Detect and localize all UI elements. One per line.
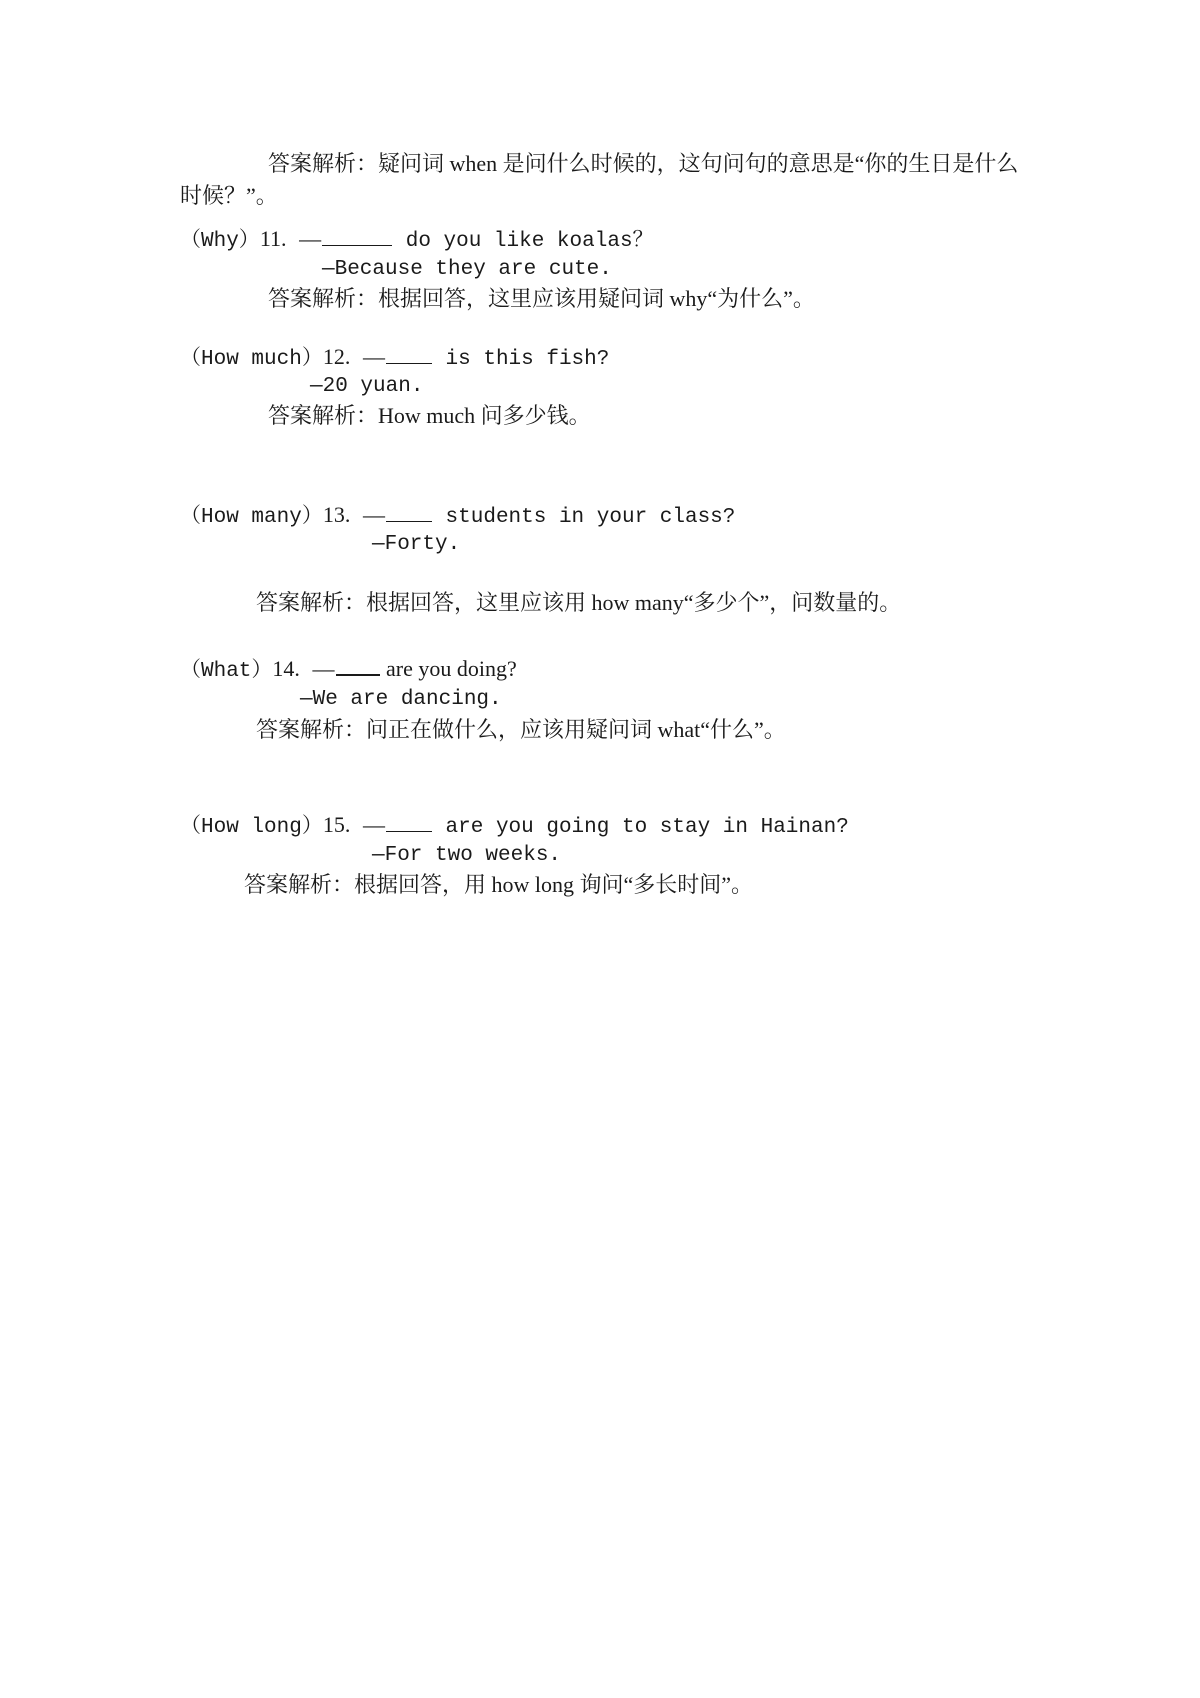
question-12-blank[interactable] — [386, 347, 432, 364]
question-15-blank[interactable] — [386, 815, 432, 832]
question-12-number: 12. — [322, 344, 351, 369]
question-14-text: are you doing? — [380, 656, 517, 681]
question-15-response: —For two weeks. — [372, 844, 562, 867]
question-11 — [180, 228, 654, 252]
question-14-blank[interactable] — [336, 658, 380, 676]
question-12 — [180, 346, 609, 370]
question-15-explanation: 答案解析：根据回答，用 how long 询问“多长时间”。 — [244, 872, 754, 897]
question-15 — [180, 814, 849, 838]
question-13-answer: （How many） — [180, 506, 323, 529]
question-14 — [180, 658, 517, 682]
question-14-response: —We are dancing. — [300, 688, 502, 711]
question-11-response: —Because they are cute. — [322, 258, 612, 281]
question-11-answer: （Why） — [180, 230, 260, 253]
intro-explanation: 答案解析：疑问词 when 是问什么时候的，这句问句的意思是“你的生日是什么时候？”。 — [180, 151, 1019, 208]
question-12-response: —20 yuan. — [310, 375, 424, 398]
question-11-explanation: 答案解析：根据回答，这里应该用疑问词 why“为什么”。 — [268, 286, 815, 311]
question-13-response: —Forty. — [372, 533, 461, 556]
question-14-explanation: 答案解析：问正在做什么，应该用疑问词 what“什么”。 — [256, 717, 786, 742]
question-11-blank[interactable] — [322, 229, 392, 246]
question-15-text: are you going to stay in Hainan? — [432, 816, 849, 839]
question-15-dash: — — [362, 812, 385, 837]
question-11-text: do you like koalas？ — [393, 230, 654, 253]
question-13-dash: — — [362, 502, 385, 527]
question-12-dash: — — [362, 344, 385, 369]
question-11-number: 11. — [259, 226, 287, 251]
question-15-answer: （How long） — [180, 816, 323, 839]
question-15-number: 15. — [322, 812, 351, 837]
question-14-number: 14. — [272, 656, 300, 681]
question-14-answer: （What） — [180, 660, 273, 683]
question-14-dash: — — [312, 656, 335, 681]
question-13-explanation: 答案解析：根据回答，这里应该用 how many“多少个”，问数量的。 — [256, 590, 902, 615]
question-12-answer: （How much） — [180, 348, 323, 371]
question-13-text: students in your class? — [432, 506, 736, 529]
question-12-explanation: 答案解析：How much 问多少钱。 — [268, 403, 591, 428]
question-11-dash: — — [299, 226, 322, 251]
question-13 — [180, 504, 735, 528]
question-13-number: 13. — [322, 502, 351, 527]
question-12-text: is this fish? — [432, 348, 610, 371]
question-13-blank[interactable] — [386, 505, 432, 522]
